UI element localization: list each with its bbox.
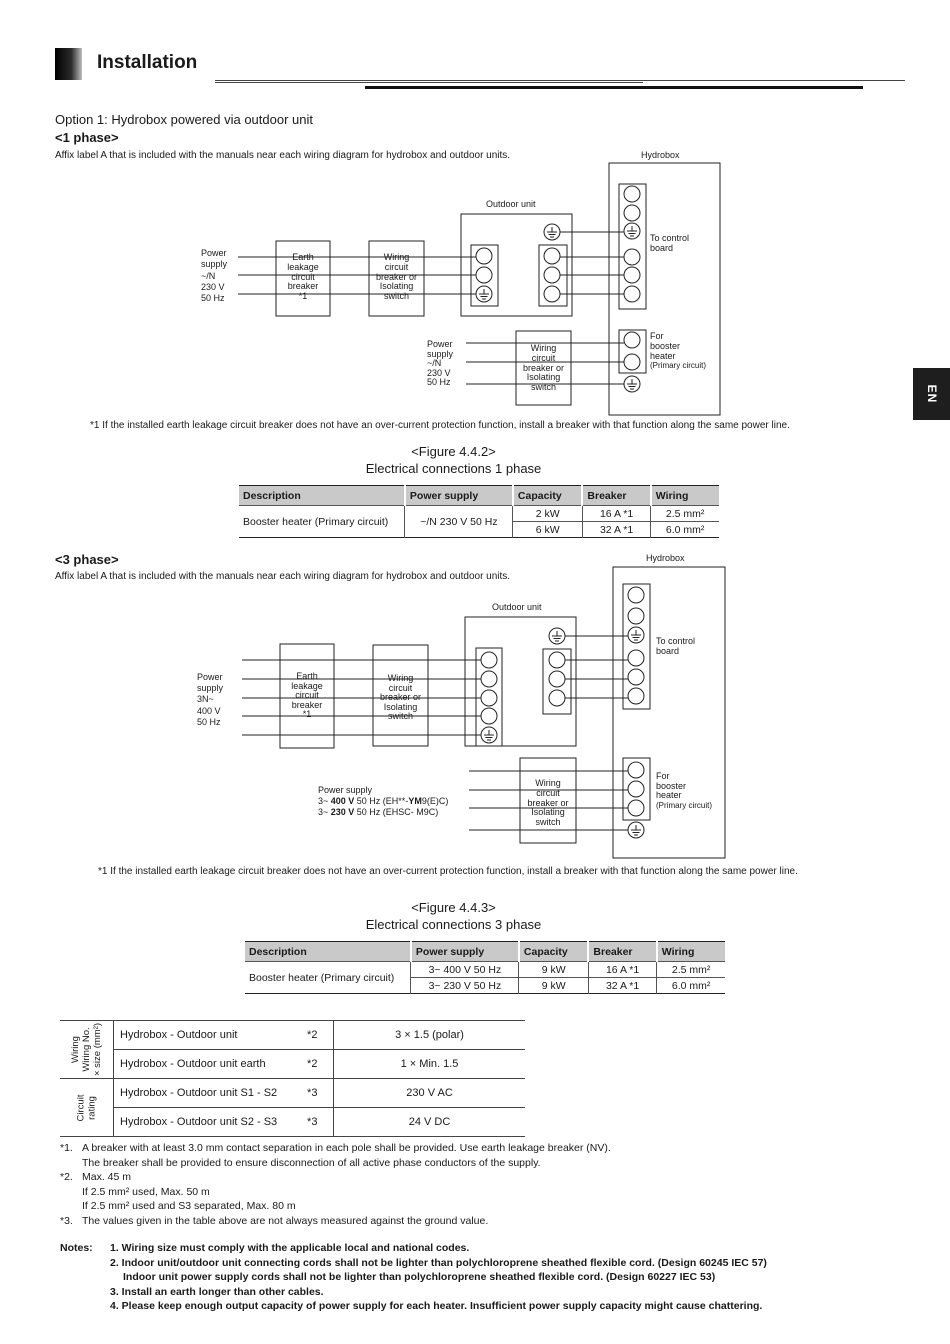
footnote-line: If 2.5 mm² used and S3 separated, Max. 80 m xyxy=(82,1200,296,1212)
footnotes xyxy=(60,1141,880,1228)
booster-breaker-label-3: Wiring circuit breaker or Isolating switch xyxy=(527,778,569,828)
col-power-supply: Power supply xyxy=(405,486,513,506)
power-supply-label-1b: Power supply ~/N 230 V 50 Hz xyxy=(427,339,454,388)
outdoor-unit-label-1: Outdoor unit xyxy=(486,199,536,209)
figure-number-2: <Figure 4.4.3> xyxy=(411,900,496,915)
figure-number-1: <Figure 4.4.2> xyxy=(411,444,496,459)
figure-caption-2: Electrical connections 3 phase xyxy=(365,917,542,932)
col-breaker: Breaker xyxy=(588,942,656,962)
earth-leakage-breaker-label-1: Earth leakage circuit breaker *1 xyxy=(287,252,319,302)
control-board-label-1: To control board xyxy=(650,233,690,253)
note-item: 4. Please keep enough output capacity of power supply for each heater. Insufficient power supply capacity might cause chattering. xyxy=(110,1300,763,1312)
table-row: Hydrobox - Outdoor unit earth *2 1 × Min. 1.5 xyxy=(60,1050,525,1079)
notes-label: Notes: xyxy=(60,1242,93,1254)
table-row: Booster heater (Primary circuit) 3~ 400 V 50 Hz 9 kW 16 A *1 2.5 mm² xyxy=(245,962,725,978)
booster-breaker-label-1: Wiring circuit breaker or Isolating switch xyxy=(522,343,565,393)
hydrobox-label-3: Hydrobox xyxy=(646,553,685,563)
page-title: Installation xyxy=(97,52,198,73)
booster-heater-label-1: For booster heater (Primary circuit) xyxy=(650,331,706,370)
booster-spec-table-1 xyxy=(239,485,719,538)
phase1-footnote: *1 If the installed earth leakage circuit breaker does not have an over-current protection function, install a breaker with that function along the same power line. xyxy=(90,420,790,431)
footnote-line: *3. The values given in the table above are not always measured against the ground value. xyxy=(60,1214,489,1227)
table-row: 6 kW 32 A *1 6.0 mm² xyxy=(239,522,719,538)
power-supply-label-3b: Power supply 3~ 400 V 50 Hz (EH**-YM9(E)C) 3~ 230 V 50 Hz (EHSC- M9C) xyxy=(318,785,449,817)
circuit-rating-group-label: Circuit rating xyxy=(60,1079,114,1137)
wiring-group-label: Wiring Wiring No. × size (mm²) xyxy=(60,1021,114,1079)
phase3-footnote: *1 If the installed earth leakage circuit breaker does not have an over-current protection function, install a breaker with that function along the same power line. xyxy=(98,866,798,877)
wiring-breaker-label-3: Wiring circuit breaker or Isolating switch xyxy=(379,673,422,722)
col-breaker: Breaker xyxy=(582,486,650,506)
phase1-title: <1 phase> xyxy=(55,130,119,145)
notes-list xyxy=(110,1241,900,1314)
booster-heater-label-3: For booster heater (Primary circuit) xyxy=(656,771,712,810)
footnote-line: *1. A breaker with at least 3.0 mm contact separation in each pole shall be provided. Use earth leakage breaker (NV). xyxy=(60,1142,611,1154)
col-description: Description xyxy=(239,486,405,506)
table-row: Circuit rating Hydrobox - Outdoor unit S1 - S2 *3 230 V AC xyxy=(60,1079,525,1108)
note-item: Indoor unit power supply cords shall not be lighter than polychloroprene sheathed flexible cord. (Design 60227 IEC 53) xyxy=(123,1271,716,1283)
booster-spec-table-3 xyxy=(245,941,725,994)
power-supply-label-1: Power supply ~/N 230 V 50 Hz xyxy=(201,248,228,304)
figure-caption-1: Electrical connections 1 phase xyxy=(365,461,542,476)
language-tab-label: EN xyxy=(924,384,939,404)
col-wiring: Wiring xyxy=(657,942,725,962)
footnote-line: *2. Max. 45 m xyxy=(60,1171,132,1183)
table-row: Booster heater (Primary circuit) ~/N 230 V 50 Hz 2 kW 16 A *1 2.5 mm² xyxy=(239,506,719,522)
note-item: 3. Install an earth longer than other cables. xyxy=(110,1285,324,1298)
col-capacity: Capacity xyxy=(519,942,589,962)
col-wiring: Wiring xyxy=(651,486,719,506)
table-row: Wiring Wiring No. × size (mm²) Hydrobox - Outdoor unit *2 3 × 1.5 (polar) xyxy=(60,1021,525,1050)
phase3-affix-note: Affix label A that is included with the manuals near each wiring diagram for hydrobox and outdoor units. xyxy=(55,571,511,582)
wiring-breaker-label-1: Wiring circuit breaker or Isolating switch xyxy=(375,252,418,302)
note-item: 2. Indoor unit/outdoor unit connecting cords shall not be lighter than polychloroprene sheathed flexible cord. (Design 60245 IEC 57) xyxy=(110,1256,767,1269)
hydrobox-label-1: Hydrobox xyxy=(641,150,680,160)
outdoor-unit-label-3: Outdoor unit xyxy=(492,602,542,612)
table-row: Hydrobox - Outdoor unit S2 - S3 *3 24 V DC xyxy=(60,1108,525,1137)
note-item: 1. Wiring size must comply with the applicable local and national codes. xyxy=(110,1242,470,1254)
footnote-line: If 2.5 mm² used, Max. 50 m xyxy=(82,1185,210,1198)
footnote-line: The breaker shall be provided to ensure disconnection of all active phase conductors of the supply. xyxy=(82,1156,541,1169)
wiring-spec-table xyxy=(60,1020,525,1137)
earth-leakage-breaker-label-3: Earth leakage circuit breaker *1 xyxy=(291,671,323,720)
table-row: 3~ 230 V 50 Hz 9 kW 32 A *1 6.0 mm² xyxy=(245,978,725,994)
phase1-affix-note: Affix label A that is included with the manuals near each wiring diagram for hydrobox and outdoor units. xyxy=(55,150,511,161)
col-description: Description xyxy=(245,942,411,962)
control-board-label-3: To control board xyxy=(656,636,696,656)
col-power-supply: Power supply xyxy=(411,942,519,962)
col-capacity: Capacity xyxy=(513,486,583,506)
option-title: Option 1: Hydrobox powered via outdoor unit xyxy=(55,112,313,127)
phase3-title: <3 phase> xyxy=(55,552,119,567)
power-supply-label-3: Power supply 3N~ 400 V 50 Hz xyxy=(197,672,224,727)
